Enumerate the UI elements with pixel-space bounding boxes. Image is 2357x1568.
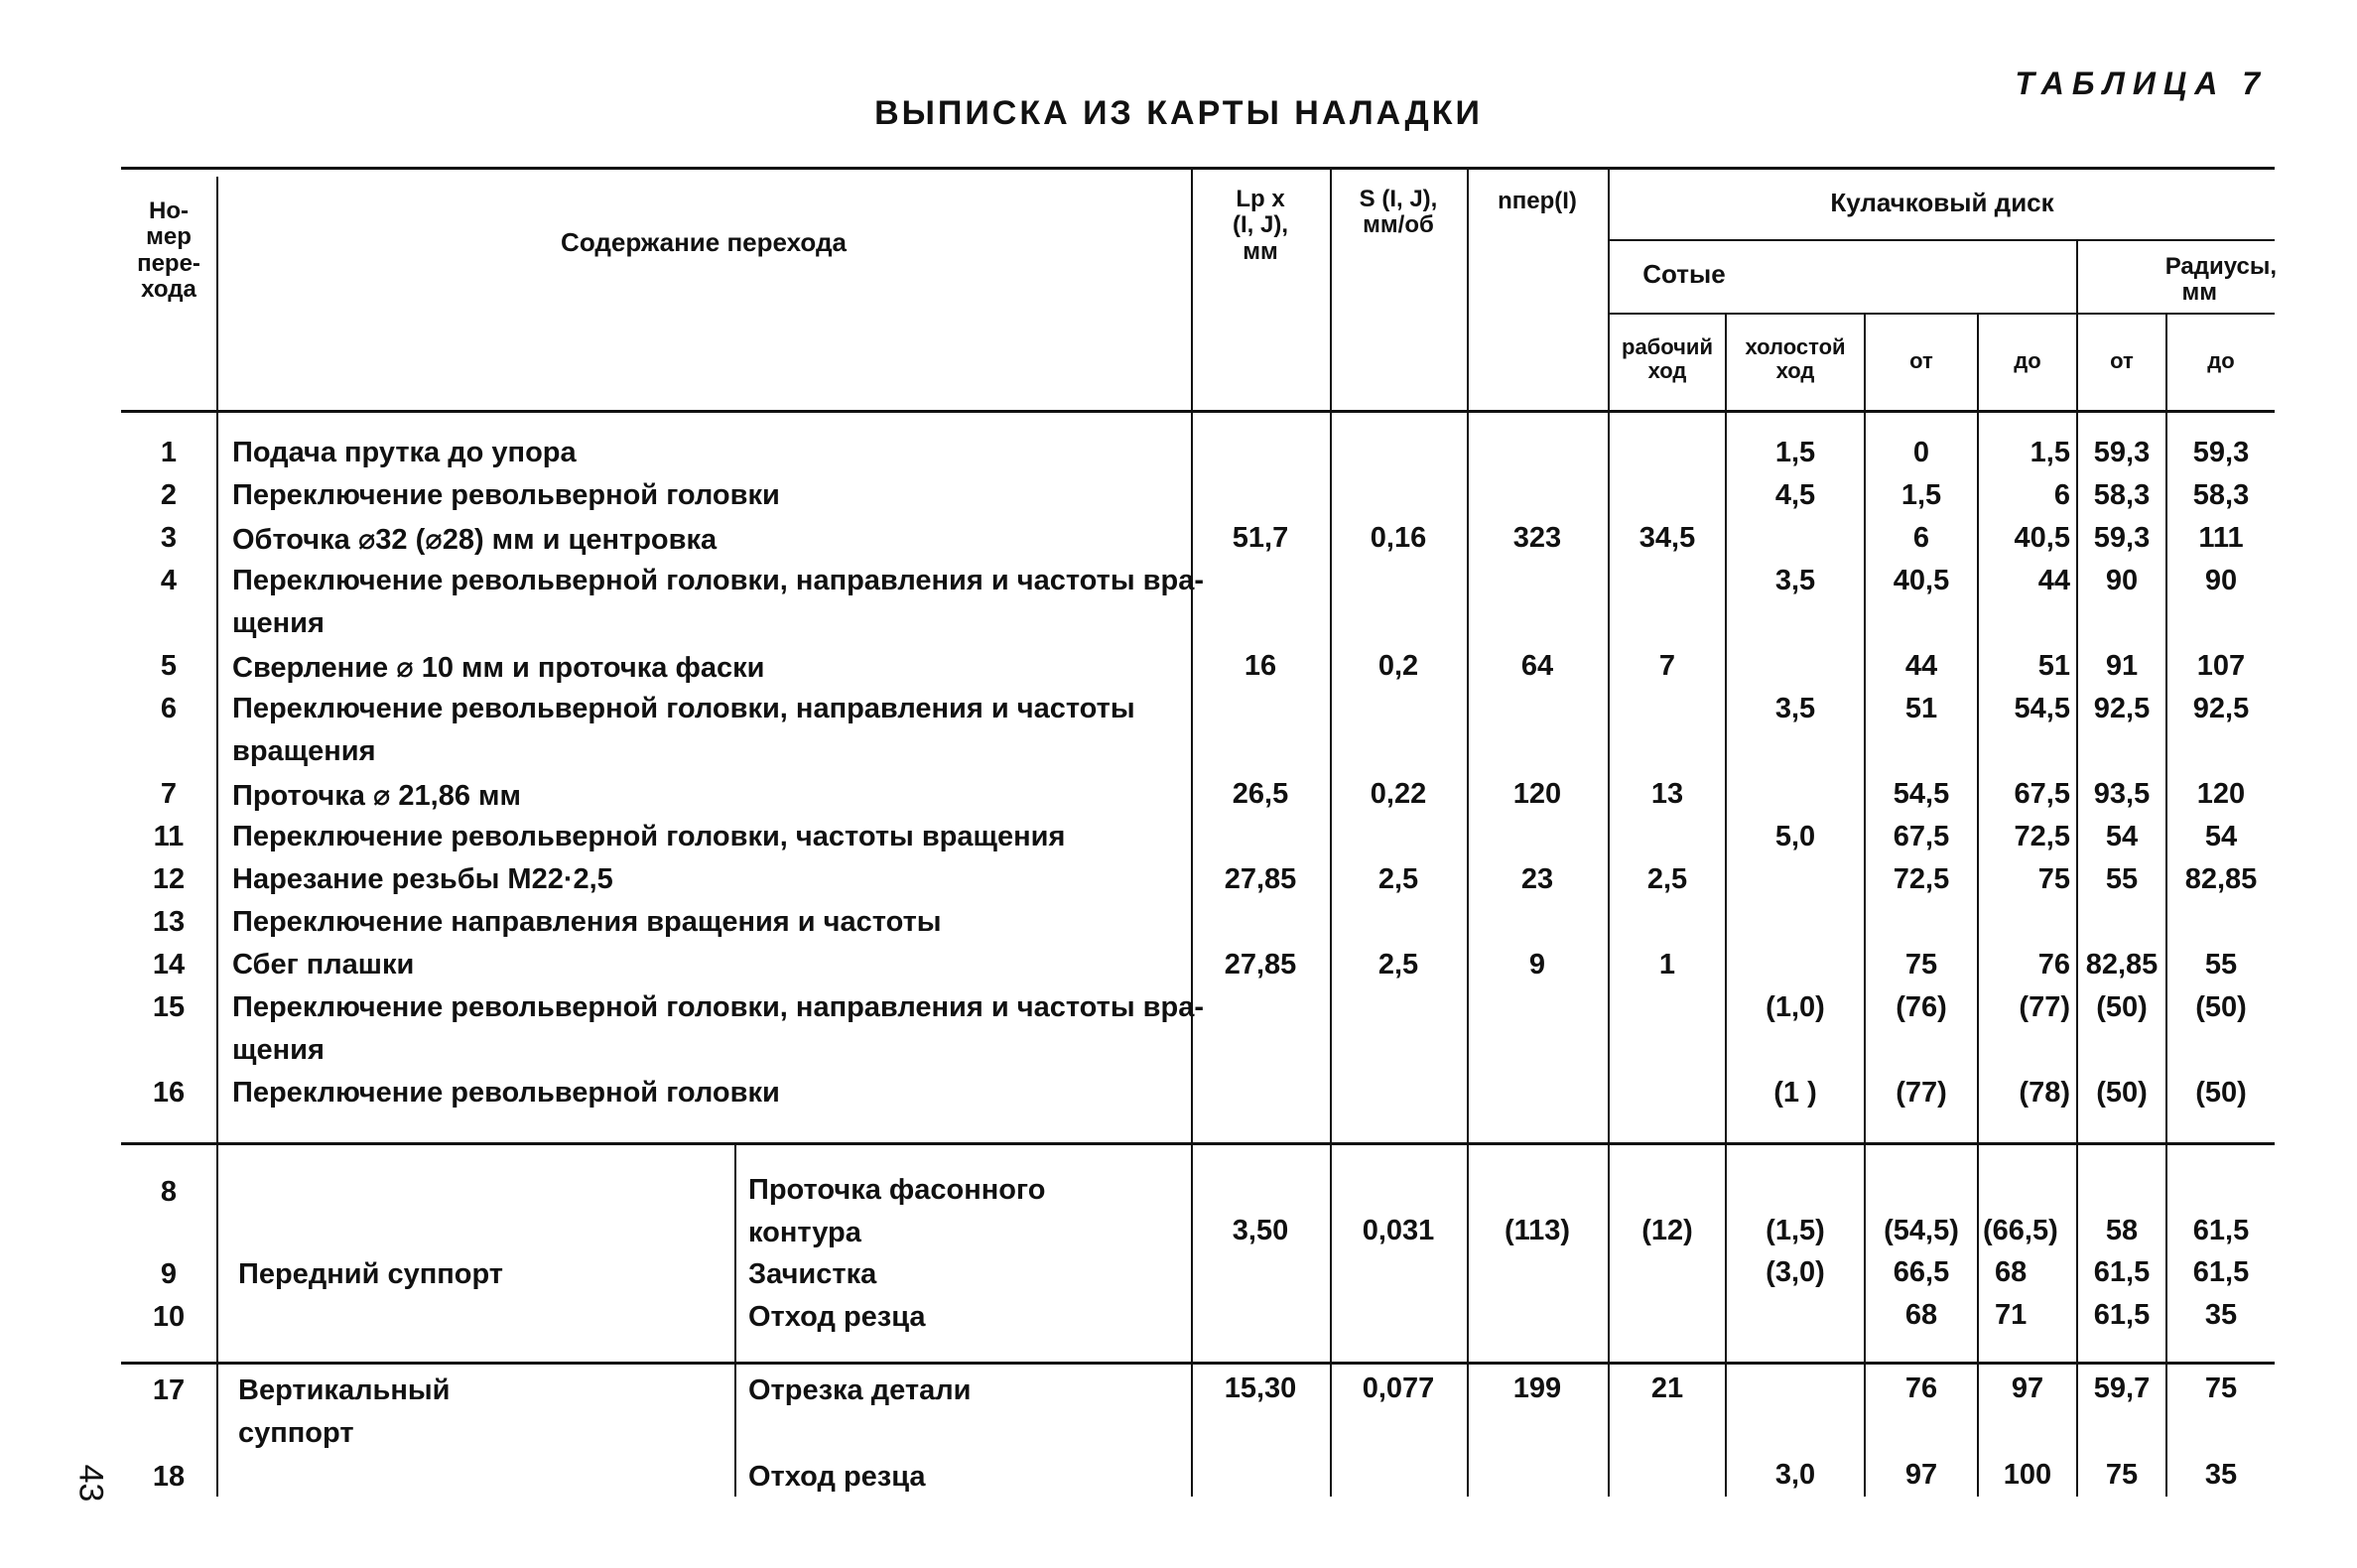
row-7-n: 120: [1512, 778, 1562, 810]
row-15-text-cont: щения: [232, 1034, 325, 1066]
row-11-s-do: 72,5: [2014, 821, 2070, 852]
row-14-r-ot: 82,85: [2085, 949, 2159, 980]
row-1-r-do: 59,3: [2192, 437, 2250, 468]
row-16-r-do: (50): [2195, 1077, 2247, 1109]
front-sot-ot-1: (54,5): [1884, 1215, 1959, 1246]
vert-rad-do-2: 35: [2204, 1459, 2238, 1491]
row-12-r-ot: 55: [2105, 863, 2139, 895]
front-rad-do-2: 61,5: [2192, 1256, 2250, 1288]
front-sot-do-1: (66,5): [1983, 1215, 2058, 1246]
front-num-8: 8: [160, 1176, 178, 1208]
front-op-1b: контура: [748, 1217, 861, 1248]
row-16-i: (1 ): [1773, 1077, 1817, 1109]
header-rad-do: до: [2207, 348, 2235, 373]
header-lp: Lр х (I, J), мм: [1232, 186, 1288, 265]
header-rad-ot: от: [2110, 348, 2134, 373]
row-15-text: Переключение револьверной головки, направления и частоты вра-: [232, 991, 1205, 1023]
col-rule-lp: [1191, 169, 1193, 1497]
header-sotye: Сотые: [1642, 259, 1726, 289]
front-rad-ot-2: 61,5: [2093, 1256, 2151, 1288]
row-15-s-do: (77): [2019, 991, 2070, 1023]
vert-support-label-2: суппорт: [238, 1417, 354, 1449]
row-3-s: 0,16: [1370, 522, 1427, 554]
row-7-lp: 26,5: [1232, 778, 1289, 810]
front-n: (113): [1504, 1215, 1571, 1246]
front-rad-do-3: 35: [2204, 1299, 2238, 1331]
row-16-text: Переключение револьверной головки: [232, 1077, 780, 1109]
section-rule-1: [121, 1142, 2275, 1145]
row-12-s-do: 75: [2037, 863, 2070, 895]
front-rad-ot-1: 58: [2105, 1215, 2139, 1246]
row-6-no: 6: [160, 693, 178, 724]
col-rule-n: [1467, 169, 1469, 1497]
row-12-r-do: 82,85: [2184, 863, 2258, 895]
vert-sot-do-2: 100: [2003, 1459, 2052, 1491]
front-s: 0,031: [1362, 1215, 1435, 1246]
row-4-no: 4: [160, 565, 178, 596]
front-idle-2: (3,0): [1766, 1256, 1825, 1288]
vert-sot-ot-1: 76: [1904, 1372, 1938, 1404]
row-6-r-do: 92,5: [2192, 693, 2250, 724]
row-1-no: 1: [160, 437, 178, 468]
page-title: ВЫПИСКА ИЗ КАРТЫ НАЛАДКИ: [874, 94, 1483, 132]
header-radiusy: Радиусы, мм: [2164, 253, 2277, 307]
row-7-s-ot: 54,5: [1893, 778, 1950, 810]
row-15-s-ot: (76): [1896, 991, 1947, 1023]
page-number: 43: [71, 1464, 110, 1503]
row-3-s-do: 40,5: [2014, 522, 2070, 554]
vert-work: 21: [1650, 1372, 1684, 1404]
table-top-rule: [121, 167, 2275, 170]
vert-s: 0,077: [1362, 1372, 1435, 1404]
front-num-10: 10: [152, 1301, 186, 1333]
header-content: Содержание перехода: [561, 227, 847, 257]
header-s: S (I, J), мм/об: [1359, 186, 1438, 239]
front-op-1: Проточка фасонного: [748, 1174, 1046, 1206]
row-14-s-ot: 75: [1904, 949, 1938, 980]
row-3-r-ot: 59,3: [2093, 522, 2151, 554]
row-11-no: 11: [153, 821, 185, 852]
row-5-lp: 16: [1244, 650, 1277, 682]
row-11-text: Переключение револьверной головки, частоты вращения: [232, 821, 1066, 852]
row-5-r-do: 107: [2196, 650, 2246, 682]
row-5-r-ot: 91: [2105, 650, 2139, 682]
row-3-s-ot: 6: [1912, 522, 1930, 554]
row-14-lp: 27,85: [1224, 949, 1297, 980]
row-12-lp: 27,85: [1224, 863, 1297, 895]
vert-lp: 15,30: [1224, 1372, 1297, 1404]
row-11-i: 5,0: [1774, 821, 1816, 852]
row-14-s-do: 76: [2037, 949, 2070, 980]
vert-rad-ot-1: 59,7: [2093, 1372, 2151, 1404]
header-idle: холостой ход: [1745, 334, 1846, 384]
row-7-r-do: 120: [2196, 778, 2246, 810]
vert-num-18: 18: [152, 1461, 186, 1493]
front-sot-do-3: 71: [1995, 1299, 2028, 1331]
col-rule-op: [734, 1145, 736, 1497]
row-7-w: 13: [1650, 778, 1684, 810]
header-disk: Кулачковый диск: [1830, 188, 2054, 217]
row-12-n: 23: [1520, 863, 1554, 895]
row-12-text: Нарезание резьбы М22·2,5: [232, 863, 613, 895]
row-4-r-ot: 90: [2105, 565, 2139, 596]
header-sot-do: до: [2014, 348, 2041, 373]
row-1-s-do: 1,5: [2030, 437, 2070, 468]
front-num-9: 9: [160, 1258, 178, 1290]
row-1-i: 1,5: [1774, 437, 1816, 468]
vert-rad-do-1: 75: [2204, 1372, 2238, 1404]
row-2-s-do: 6: [2053, 479, 2070, 511]
vert-sot-do-1: 97: [2011, 1372, 2044, 1404]
row-15-r-ot: (50): [2096, 991, 2148, 1023]
row-6-text-cont: вращения: [232, 735, 376, 767]
row-14-s: 2,5: [1377, 949, 1419, 980]
row-5-no: 5: [160, 650, 178, 682]
front-sot-do-2: 68: [1995, 1256, 2028, 1288]
row-2-r-do: 58,3: [2192, 479, 2250, 511]
row-5-w: 7: [1658, 650, 1676, 682]
front-sot-ot-2: 66,5: [1893, 1256, 1950, 1288]
row-14-n: 9: [1528, 949, 1546, 980]
header-nomer: Но- мер пере- хода: [137, 197, 200, 304]
row-7-r-ot: 93,5: [2093, 778, 2151, 810]
vert-support-label-1: Вертикальный: [238, 1374, 451, 1406]
vert-op-2: Отход резца: [748, 1461, 926, 1493]
row-4-s-ot: 40,5: [1893, 565, 1950, 596]
row-6-text: Переключение револьверной головки, направления и частоты: [232, 693, 1135, 724]
row-5-s: 0,2: [1377, 650, 1419, 682]
row-16-r-ot: (50): [2096, 1077, 2148, 1109]
vert-idle-2: 3,0: [1774, 1459, 1816, 1491]
row-1-s-ot: 0: [1912, 437, 1930, 468]
row-12-s: 2,5: [1377, 863, 1419, 895]
vert-sot-ot-2: 97: [1904, 1459, 1938, 1491]
section-rule-2: [121, 1362, 2275, 1365]
sub-header-rule: [1610, 313, 2275, 315]
row-5-s-ot: 44: [1904, 650, 1938, 682]
row-3-r-do: 111: [2198, 522, 2244, 554]
col-rule-no: [216, 177, 218, 1497]
row-13-text: Переключение направления вращения и частоты: [232, 906, 942, 938]
row-3-no: 3: [160, 522, 178, 554]
row-2-i: 4,5: [1774, 479, 1816, 511]
table-label: ТАБЛИЦА 7: [2015, 65, 2268, 101]
row-4-i: 3,5: [1774, 565, 1816, 596]
row-16-s-do: (78): [2019, 1077, 2070, 1109]
row-7-no: 7: [160, 778, 178, 810]
header-n: nпер(I): [1498, 188, 1577, 214]
row-7-text: Проточка ⌀ 21,86 мм: [232, 780, 521, 812]
row-6-s-ot: 51: [1904, 693, 1938, 724]
front-idle-1: (1,5): [1766, 1215, 1825, 1246]
row-4-s-do: 44: [2037, 565, 2070, 596]
row-15-i: (1,0): [1766, 991, 1825, 1023]
row-12-w: 2,5: [1646, 863, 1688, 895]
row-16-no: 16: [152, 1077, 186, 1109]
front-op-3: Отход резца: [748, 1301, 926, 1333]
row-6-i: 3,5: [1774, 693, 1816, 724]
vert-rad-ot-2: 75: [2105, 1459, 2139, 1491]
row-14-w: 1: [1658, 949, 1676, 980]
row-1-text: Подача прутка до упора: [232, 437, 577, 468]
row-4-text-cont: щения: [232, 607, 325, 639]
row-14-no: 14: [152, 949, 186, 980]
row-14-r-do: 55: [2204, 949, 2238, 980]
front-rad-do-1: 61,5: [2192, 1215, 2250, 1246]
row-11-s-ot: 67,5: [1893, 821, 1950, 852]
row-12-s-ot: 72,5: [1893, 863, 1950, 895]
row-3-text: Обточка ⌀32 (⌀28) мм и центровка: [232, 524, 718, 556]
row-5-n: 64: [1520, 650, 1554, 682]
row-2-text: Переключение револьверной головки: [232, 479, 780, 511]
row-4-r-do: 90: [2204, 565, 2238, 596]
vert-num-17: 17: [152, 1374, 186, 1406]
row-3-w: 34,5: [1638, 522, 1696, 554]
row-6-r-ot: 92,5: [2093, 693, 2151, 724]
row-1-r-ot: 59,3: [2093, 437, 2151, 468]
row-13-no: 13: [152, 906, 186, 938]
row-2-r-ot: 58,3: [2093, 479, 2151, 511]
front-lp: 3,50: [1232, 1215, 1289, 1246]
front-work: (12): [1641, 1215, 1693, 1246]
row-11-r-do: 54: [2204, 821, 2238, 852]
header-bottom-rule: [121, 410, 2275, 413]
row-5-text: Сверление ⌀ 10 мм и проточка фаски: [232, 652, 765, 684]
row-6-s-do: 54,5: [2014, 693, 2070, 724]
front-rad-ot-3: 61,5: [2093, 1299, 2151, 1331]
vert-op-1: Отрезка детали: [748, 1374, 972, 1406]
disk-header-rule: [1610, 239, 2275, 241]
row-2-s-ot: 1,5: [1900, 479, 1942, 511]
col-rule-s: [1330, 169, 1332, 1497]
row-14-text: Сбег плашки: [232, 949, 415, 980]
header-sot-ot: от: [1909, 348, 1933, 373]
row-2-no: 2: [160, 479, 178, 511]
front-sot-ot-3: 68: [1904, 1299, 1938, 1331]
row-3-n: 323: [1512, 522, 1562, 554]
vert-n: 199: [1512, 1372, 1562, 1404]
header-work: рабочий ход: [1622, 334, 1713, 384]
row-11-r-ot: 54: [2105, 821, 2139, 852]
row-7-s-do: 67,5: [2014, 778, 2070, 810]
row-3-lp: 51,7: [1232, 522, 1289, 554]
row-16-s-ot: (77): [1896, 1077, 1947, 1109]
front-op-2: Зачистка: [748, 1258, 877, 1290]
front-support-label: Передний суппорт: [238, 1258, 503, 1290]
row-15-no: 15: [152, 991, 186, 1023]
row-15-r-do: (50): [2195, 991, 2247, 1023]
row-7-s: 0,22: [1370, 778, 1427, 810]
row-12-no: 12: [152, 863, 186, 895]
row-4-text: Переключение револьверной головки, направления и частоты вра-: [232, 565, 1205, 596]
row-5-s-do: 51: [2037, 650, 2070, 682]
